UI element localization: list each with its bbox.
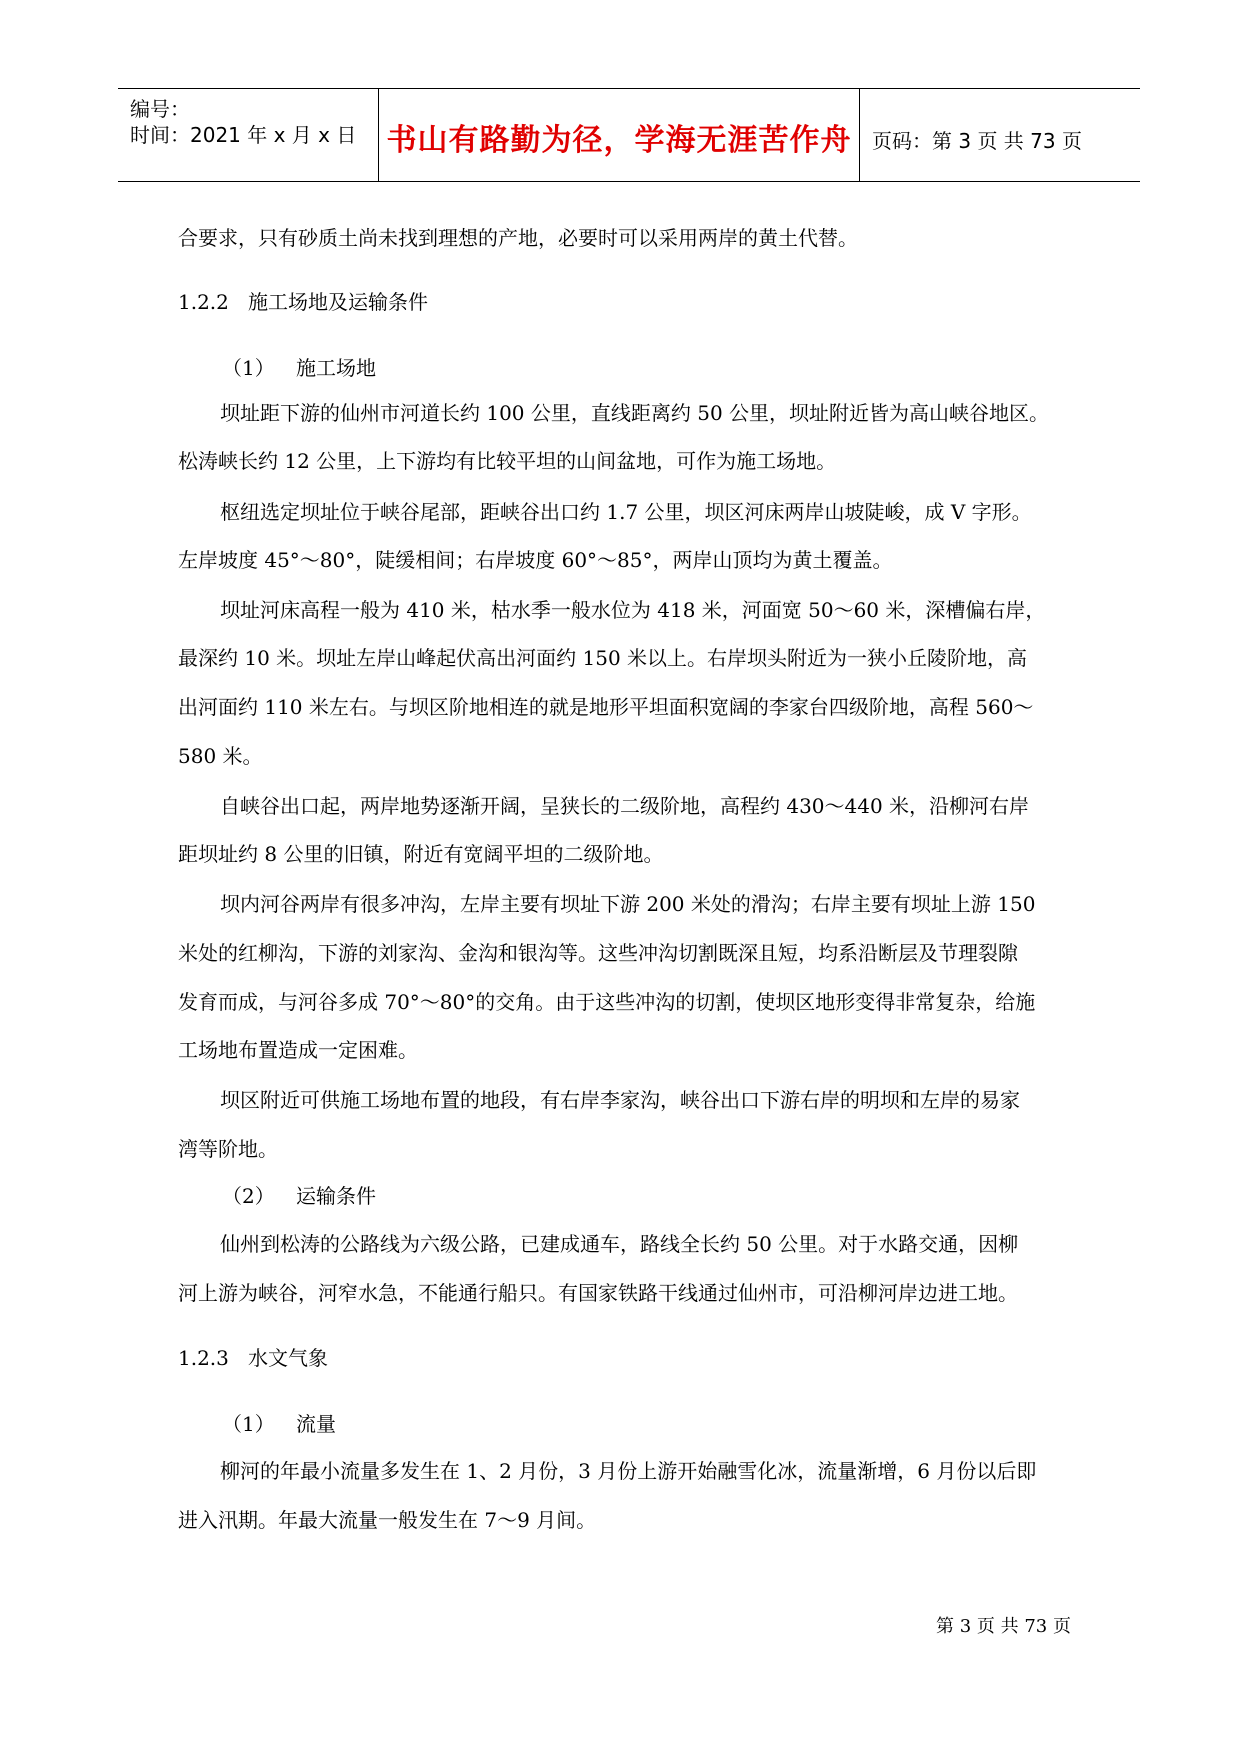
section-heading-1-2-3 <box>178 1342 328 1374</box>
paragraph-line: 左岸坡度 45°～80°，陡缓相间；右岸坡度 60°～85°，两岸山顶均为黄土覆盖。 <box>178 548 893 572</box>
header-info <box>118 89 378 181</box>
section-number: 1.2.3 <box>178 1346 229 1370</box>
paragraph-line: 松涛峡长约 12 公里，上下游均有比较平坦的山间盆地，可作为施工场地。 <box>178 449 837 473</box>
paragraph-line: 距坝址约 8 公里的旧镇，附近有宽阔平坦的二级阶地。 <box>178 842 664 866</box>
paragraph-line: 仙州到松涛的公路线为六级公路，已建成通车，路线全长约 50 公里。对于水路交通，因柳 <box>220 1232 1019 1256</box>
document-number-label: 编号： <box>130 97 190 121</box>
subsection-heading-1 <box>222 352 376 384</box>
paragraph-line: 合要求，只有砂质土尚未找到理想的产地，必要时可以采用两岸的黄土代替。 <box>178 226 858 250</box>
paragraph-line: 自峡谷出口起，两岸地势逐渐开阔，呈狭长的二级阶地，高程约 430～440 米，沿柳河右岸 <box>220 794 1030 818</box>
header-page-number: 页码：第 3 页 共 73 页 <box>872 129 1082 153</box>
subsection-heading-3 <box>222 1408 336 1440</box>
subsection-title: 运输条件 <box>296 1184 376 1208</box>
paragraph-line: 最深约 10 米。坝址左岸山峰起伏高出河面约 150 米以上。右岸坝头附近为一狭小丘陵阶地，高 <box>178 646 1028 670</box>
paragraph-line: 出河面约 110 米左右。与坝区阶地相连的就是地形平坦面积宽阔的李家台四级阶地，高程 560～ <box>178 695 1034 719</box>
paragraph-line: 坝区附近可供施工场地布置的地段，有右岸李家沟，峡谷出口下游右岸的明坝和左岸的易家 <box>220 1088 1020 1112</box>
subsection-number: （2） <box>222 1184 275 1208</box>
section-heading-1-2-2 <box>178 286 428 318</box>
footer-page-number: 第 3 页 共 73 页 <box>936 1616 1071 1637</box>
page-header <box>118 88 1140 182</box>
header-motto: 书山有路勤为径，学海无涯苦作舟 <box>386 123 852 158</box>
paragraph-line: 坝址河床高程一般为 410 米，枯水季一般水位为 418 米，河面宽 50～60 米，深槽偏右岸， <box>220 598 1046 622</box>
paragraph-line: 坝内河谷两岸有很多冲沟，左岸主要有坝址下游 200 米处的滑沟；右岸主要有坝址上游 150 <box>220 892 1036 916</box>
subsection-heading-2 <box>222 1180 376 1212</box>
section-title: 水文气象 <box>248 1346 328 1370</box>
paragraph-line: 进入汛期。年最大流量一般发生在 7～9 月间。 <box>178 1508 597 1532</box>
paragraph-line: 工场地布置造成一定困难。 <box>178 1038 418 1062</box>
section-title: 施工场地及运输条件 <box>248 290 428 314</box>
document-date-label: 时间：2021 年 x 月 x 日 <box>130 123 357 147</box>
header-page-cell <box>860 89 1140 181</box>
paragraph-line: 河上游为峡谷，河窄水急，不能通行船只。有国家铁路干线通过仙州市，可沿柳河岸边进工地。 <box>178 1281 1018 1305</box>
paragraph-line: 枢纽选定坝址位于峡谷尾部，距峡谷出口约 1.7 公里，坝区河床两岸山坡陡峻，成 V 字形。 <box>220 500 1032 524</box>
subsection-title: 施工场地 <box>296 356 376 380</box>
paragraph-line: 米处的红柳沟，下游的刘家沟、金沟和银沟等。这些冲沟切割既深且短，均系沿断层及节理裂隙 <box>178 941 1018 965</box>
paragraph-line: 柳河的年最小流量多发生在 1、2 月份，3 月份上游开始融雪化冰，流量渐增，6 月份以后即 <box>220 1459 1037 1483</box>
paragraph-line: 坝址距下游的仙州市河道长约 100 公里，直线距离约 50 公里，坝址附近皆为高山峡谷地区。 <box>220 401 1050 425</box>
section-number: 1.2.2 <box>178 290 229 314</box>
paragraph-line: 湾等阶地。 <box>178 1137 278 1161</box>
paragraph-line: 发育而成，与河谷多成 70°～80°的交角。由于这些冲沟的切割，使坝区地形变得非常复杂，给施 <box>178 990 1036 1014</box>
subsection-number: （1） <box>222 1412 275 1436</box>
subsection-number: （1） <box>222 356 275 380</box>
subsection-title: 流量 <box>296 1412 336 1436</box>
header-motto-cell <box>378 89 860 181</box>
paragraph-line: 580 米。 <box>178 744 263 768</box>
